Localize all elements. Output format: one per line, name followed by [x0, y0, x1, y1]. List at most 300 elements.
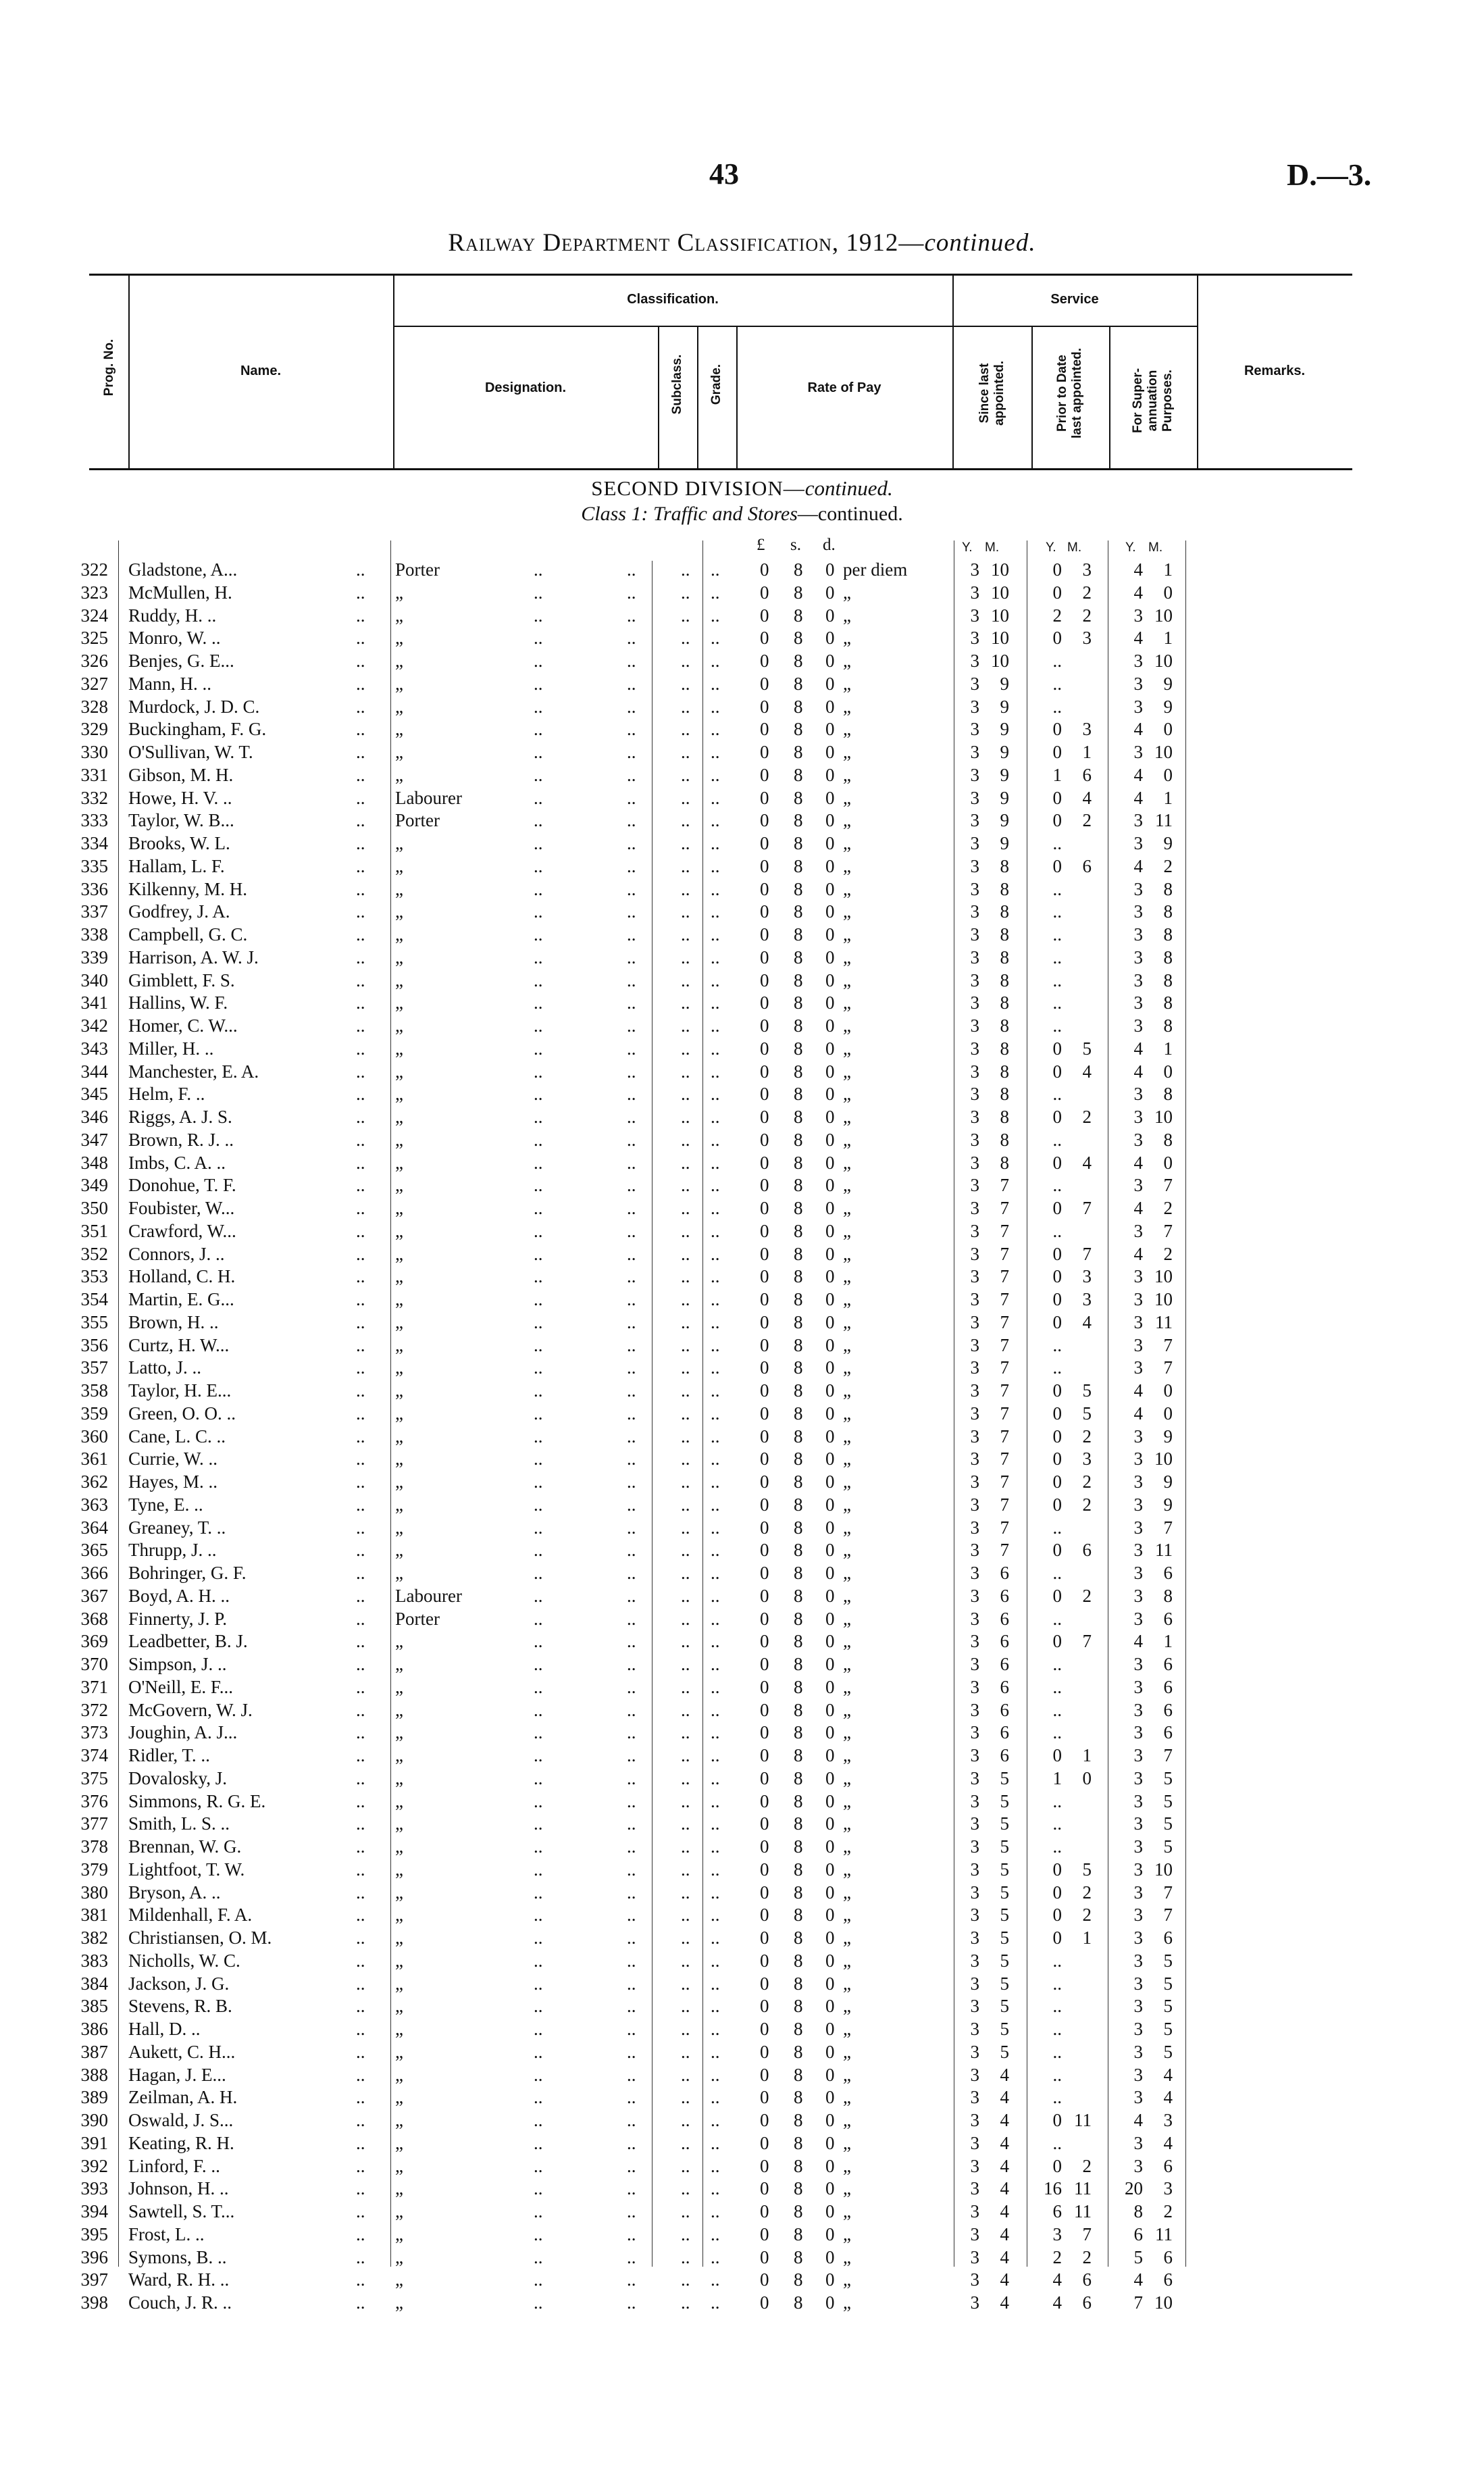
cell-filler: .. — [711, 2087, 720, 2108]
cell-per: „ — [843, 1494, 851, 1515]
cell-s1-1: 6 — [1000, 1631, 1009, 1652]
cell-no: 326 — [80, 651, 108, 671]
cell-s1-1: 7 — [1000, 1243, 1009, 1264]
cell-s2-0: .. — [1052, 2132, 1062, 2153]
cell-no: 393 — [80, 2178, 108, 2199]
table-row — [0, 1288, 1484, 1311]
cell-filler: .. — [711, 559, 720, 580]
cell-per: „ — [843, 2087, 851, 2108]
cell-filler: .. — [534, 1631, 543, 1652]
cell-no: 353 — [80, 1266, 108, 1287]
cell-filler: 0 — [825, 1859, 835, 1880]
cell-filler: .. — [356, 1175, 365, 1196]
cell-filler: 8 — [794, 1494, 803, 1515]
cell-filler: 0 — [825, 855, 835, 876]
table-row — [0, 1494, 1484, 1516]
cell-per: „ — [843, 878, 851, 899]
cell-s2-0: .. — [1052, 1722, 1062, 1743]
cell-name: Brooks, W. L. — [128, 833, 230, 853]
cell-des: „ — [395, 1973, 403, 1994]
cell-filler: .. — [711, 1699, 720, 1720]
cell-filler: 8 — [794, 2269, 803, 2290]
cell-filler: .. — [711, 833, 720, 853]
cell-filler: 0 — [760, 1175, 769, 1196]
header-for-super: For Super-annuation Purposes. — [1131, 368, 1175, 434]
cell-per: „ — [843, 1015, 851, 1036]
cell-s2-1: 5 — [1082, 1380, 1092, 1401]
cell-filler: 8 — [794, 1357, 803, 1378]
cell-s2-0: 1 — [1052, 1767, 1062, 1788]
cell-name: Hagan, J. E... — [128, 2064, 226, 2085]
cell-s3-0: 3 — [1133, 1471, 1143, 1492]
cell-filler: .. — [534, 2110, 543, 2130]
cell-name: Jackson, J. G. — [128, 1973, 230, 1994]
cell-s1-1: 6 — [1000, 1722, 1009, 1743]
cell-filler: 8 — [794, 1426, 803, 1446]
cell-filler: 8 — [794, 559, 803, 580]
cell-per: „ — [843, 1334, 851, 1355]
table-row — [0, 832, 1484, 855]
cell-des: „ — [395, 855, 403, 876]
cell-name: Gimblett, F. S. — [128, 970, 235, 990]
cell-s1-0: 3 — [970, 2201, 979, 2221]
cell-filler: 0 — [760, 1198, 769, 1218]
cell-s2-1: 2 — [1082, 1585, 1092, 1606]
cell-s3-1: 5 — [1163, 1836, 1173, 1857]
cell-filler: .. — [534, 719, 543, 740]
cell-s1-0: 3 — [970, 992, 979, 1013]
cell-s2-0: 0 — [1052, 1152, 1062, 1173]
cell-filler: 8 — [794, 787, 803, 808]
cell-filler: .. — [711, 628, 720, 649]
cell-s2-1: 2 — [1082, 582, 1092, 603]
cell-filler: .. — [681, 1836, 690, 1857]
cell-filler: .. — [681, 1015, 690, 1036]
cell-filler: .. — [534, 1836, 543, 1857]
cell-per: „ — [843, 1198, 851, 1218]
cell-filler: 0 — [825, 1152, 835, 1173]
cell-s3-1: 6 — [1163, 1676, 1173, 1697]
cell-filler: .. — [711, 1517, 720, 1538]
table-row — [0, 1197, 1484, 1219]
cell-filler: 0 — [825, 810, 835, 831]
cell-filler: .. — [356, 787, 365, 808]
cell-name: Howe, H. V. .. — [128, 787, 232, 808]
cell-s1-0: 3 — [970, 1449, 979, 1469]
cell-filler: 0 — [760, 696, 769, 717]
cell-filler: .. — [681, 2087, 690, 2108]
cell-s3-1: 9 — [1163, 696, 1173, 717]
cell-filler: .. — [534, 901, 543, 922]
cell-filler: .. — [681, 992, 690, 1013]
cell-filler: 0 — [760, 673, 769, 694]
cell-filler: 0 — [825, 1540, 835, 1561]
cell-des: „ — [395, 1859, 403, 1880]
cell-filler: 0 — [760, 1107, 769, 1127]
cell-filler: .. — [681, 1905, 690, 1926]
cell-filler: .. — [356, 1928, 365, 1948]
cell-des: „ — [395, 992, 403, 1013]
cell-filler: 0 — [760, 2110, 769, 2130]
cell-s2-1: 3 — [1082, 628, 1092, 649]
cell-des: „ — [395, 2223, 403, 2244]
cell-per: „ — [843, 787, 851, 808]
cell-s3-1: 6 — [1163, 1722, 1173, 1743]
cell-filler: .. — [534, 1175, 543, 1196]
cell-filler: .. — [534, 1061, 543, 1082]
cell-s3-1: 1 — [1163, 1038, 1173, 1059]
cell-filler: 0 — [760, 1996, 769, 2017]
cell-filler: .. — [711, 1152, 720, 1173]
cell-name: Harrison, A. W. J. — [128, 947, 259, 967]
cell-des: „ — [395, 1471, 403, 1492]
cell-s3-1: 7 — [1163, 1745, 1173, 1765]
cell-s3-1: 0 — [1163, 1380, 1173, 1401]
cell-filler: .. — [356, 1950, 365, 1971]
cell-filler: 0 — [760, 855, 769, 876]
cell-filler: .. — [356, 855, 365, 876]
cell-filler: .. — [356, 1905, 365, 1926]
cell-filler: .. — [681, 1220, 690, 1241]
cell-filler: 0 — [825, 1928, 835, 1948]
cell-filler: 0 — [825, 1654, 835, 1674]
cell-s3-1: 5 — [1163, 2019, 1173, 2039]
cell-des: „ — [395, 1061, 403, 1082]
table-row — [0, 1927, 1484, 1949]
cell-per: „ — [843, 1654, 851, 1674]
cell-filler: .. — [681, 2155, 690, 2176]
cell-s1-0: 3 — [970, 1767, 979, 1788]
header-grade: Grade. — [709, 363, 723, 405]
cell-filler: .. — [711, 2064, 720, 2085]
cell-no: 324 — [80, 605, 108, 626]
cell-per: „ — [843, 1950, 851, 1971]
cell-filler: .. — [534, 2064, 543, 2085]
cell-name: Ward, R. H. .. — [128, 2269, 230, 2290]
cell-s1-0: 3 — [970, 833, 979, 853]
cell-s1-1: 7 — [1000, 1357, 1009, 1378]
cell-s2-0: .. — [1052, 1996, 1062, 2017]
cell-per: „ — [843, 2246, 851, 2267]
cell-filler: 8 — [794, 1654, 803, 1674]
cell-s3-1: 7 — [1163, 1517, 1173, 1538]
cell-filler: .. — [356, 1517, 365, 1538]
cell-no: 332 — [80, 787, 108, 808]
cell-s2-0: 0 — [1052, 719, 1062, 740]
cell-filler: .. — [711, 1266, 720, 1287]
cell-s3-1: 4 — [1163, 2087, 1173, 2108]
header-subclass: Subclass. — [670, 354, 684, 415]
cell-name: Brown, H. .. — [128, 1311, 219, 1332]
cell-filler: 8 — [794, 1813, 803, 1834]
cell-s2-1: 5 — [1082, 1859, 1092, 1880]
cell-s3-1: 5 — [1163, 1767, 1173, 1788]
cell-filler: .. — [356, 651, 365, 671]
cell-s2-0: 0 — [1052, 1540, 1062, 1561]
cell-no: 362 — [80, 1471, 108, 1492]
cell-filler: .. — [356, 1654, 365, 1674]
cell-s2-0: 0 — [1052, 1471, 1062, 1492]
cell-filler: .. — [534, 1471, 543, 1492]
cell-filler: .. — [627, 1517, 636, 1538]
cell-filler: .. — [356, 901, 365, 922]
cell-filler: .. — [534, 2201, 543, 2221]
table-row — [0, 1129, 1484, 1151]
cell-filler: 0 — [825, 2155, 835, 2176]
cell-filler: .. — [711, 1928, 720, 1948]
cell-filler: 8 — [794, 651, 803, 671]
table-row — [0, 1813, 1484, 1835]
cell-name: Miller, H. .. — [128, 1038, 214, 1059]
cell-filler: 0 — [760, 2019, 769, 2039]
cell-filler: .. — [711, 1767, 720, 1788]
cell-name: Gibson, M. H. — [128, 764, 234, 785]
cell-filler: 0 — [825, 1471, 835, 1492]
cell-filler: .. — [681, 2019, 690, 2039]
cell-filler: .. — [711, 1380, 720, 1401]
cell-name: Aukett, C. H... — [128, 2041, 236, 2062]
cell-s1-0: 3 — [970, 1175, 979, 1196]
header-designation: Designation. — [484, 380, 566, 395]
cell-per: „ — [843, 2223, 851, 2244]
cell-filler: 0 — [825, 924, 835, 945]
cell-no: 346 — [80, 1107, 108, 1127]
cell-s1-1: 5 — [1000, 1813, 1009, 1834]
cell-des: Porter — [395, 559, 440, 580]
cell-s1-0: 3 — [970, 970, 979, 990]
cell-filler: 0 — [825, 764, 835, 785]
cell-s2-1: 2 — [1082, 1426, 1092, 1446]
cell-filler: .. — [711, 1175, 720, 1196]
cell-filler: 0 — [825, 1699, 835, 1720]
cell-per: „ — [843, 719, 851, 740]
cell-per: „ — [843, 1928, 851, 1948]
cell-filler: .. — [711, 1220, 720, 1241]
cell-no: 358 — [80, 1380, 108, 1401]
cell-filler: .. — [711, 1311, 720, 1332]
cell-filler: 0 — [825, 2110, 835, 2130]
cell-no: 397 — [80, 2269, 108, 2290]
cell-s3-0: 3 — [1133, 1266, 1143, 1287]
cell-filler: .. — [356, 1038, 365, 1059]
table-row — [0, 1038, 1484, 1060]
cell-filler: .. — [627, 1152, 636, 1173]
cell-filler: .. — [711, 1563, 720, 1583]
cell-filler: 0 — [760, 1654, 769, 1674]
cell-per: „ — [843, 2292, 851, 2313]
cell-s3-0: 20 — [1125, 2178, 1143, 2199]
cell-no: 355 — [80, 1311, 108, 1332]
cell-per: „ — [843, 1767, 851, 1788]
cell-s3-0: 3 — [1133, 2087, 1143, 2108]
cell-filler: 0 — [825, 1676, 835, 1697]
cell-filler: 8 — [794, 947, 803, 967]
cell-filler: .. — [534, 970, 543, 990]
cell-filler: .. — [681, 1790, 690, 1811]
cell-filler: .. — [681, 970, 690, 990]
cell-s3-0: 3 — [1133, 970, 1143, 990]
cell-filler: .. — [534, 2269, 543, 2290]
cell-filler: .. — [627, 696, 636, 717]
cell-des: „ — [395, 1084, 403, 1105]
cell-per: „ — [843, 1790, 851, 1811]
cell-s3-1: 3 — [1163, 2178, 1173, 2199]
cell-filler: .. — [711, 1836, 720, 1857]
cell-filler: .. — [534, 559, 543, 580]
cell-s3-0: 4 — [1133, 855, 1143, 876]
cell-s2-1: 3 — [1082, 1449, 1092, 1469]
cell-filler: 0 — [825, 2269, 835, 2290]
cell-filler: 0 — [760, 970, 769, 990]
cell-no: 341 — [80, 992, 108, 1013]
cell-filler: 0 — [825, 2041, 835, 2062]
cell-filler: .. — [627, 1038, 636, 1059]
cell-name: Greaney, T. .. — [128, 1517, 226, 1538]
cell-s3-0: 8 — [1133, 2201, 1143, 2221]
cell-filler: .. — [534, 2178, 543, 2199]
header-prior-to-date: Prior to Date last appointed. — [1055, 347, 1084, 439]
cell-s3-0: 4 — [1133, 1631, 1143, 1652]
cell-filler: 0 — [825, 787, 835, 808]
cell-filler: 8 — [794, 1973, 803, 1994]
cell-s2-1: 11 — [1074, 2201, 1092, 2221]
cell-name: Hayes, M. .. — [128, 1471, 218, 1492]
cell-filler: .. — [681, 2269, 690, 2290]
cell-filler: 0 — [760, 1905, 769, 1926]
cell-s1-1: 5 — [1000, 1836, 1009, 1857]
cell-name: Martin, E. G... — [128, 1289, 234, 1309]
cell-name: Bryson, A. .. — [128, 1882, 221, 1903]
cell-filler: .. — [534, 1905, 543, 1926]
cell-s1-1: 8 — [1000, 855, 1009, 876]
cell-filler: 0 — [825, 2223, 835, 2244]
cell-filler: 8 — [794, 2041, 803, 2062]
cell-filler: .. — [356, 970, 365, 990]
cell-s3-0: 3 — [1133, 1905, 1143, 1926]
cell-filler: 0 — [760, 901, 769, 922]
cell-no: 352 — [80, 1243, 108, 1264]
cell-s3-1: 11 — [1155, 1540, 1173, 1561]
cell-no: 354 — [80, 1289, 108, 1309]
cell-filler: .. — [627, 559, 636, 580]
cell-filler: .. — [711, 2201, 720, 2221]
cell-s1-0: 3 — [970, 651, 979, 671]
cell-name: Latto, J. .. — [128, 1357, 201, 1378]
cell-name: Holland, C. H. — [128, 1266, 236, 1287]
cell-no: 325 — [80, 628, 108, 649]
cell-s2-0: 0 — [1052, 1905, 1062, 1926]
unit-pence: d. — [823, 536, 836, 554]
cell-s1-0: 3 — [970, 1950, 979, 1971]
cell-filler: .. — [627, 970, 636, 990]
cell-filler: .. — [356, 2201, 365, 2221]
cell-filler: .. — [711, 901, 720, 922]
cell-filler: 0 — [825, 1585, 835, 1606]
cell-s1-1: 4 — [1000, 2201, 1009, 2221]
cell-no: 336 — [80, 878, 108, 899]
cell-filler: 0 — [825, 1243, 835, 1264]
cell-filler: .. — [356, 1996, 365, 2017]
cell-s1-1: 7 — [1000, 1220, 1009, 1241]
cell-filler: .. — [356, 1334, 365, 1355]
cell-filler: 0 — [825, 1563, 835, 1583]
cell-s1-0: 3 — [970, 1996, 979, 2017]
cell-filler: .. — [356, 2269, 365, 2290]
cell-filler: .. — [534, 1699, 543, 1720]
cell-filler: .. — [534, 1015, 543, 1036]
cell-s3-0: 3 — [1133, 1996, 1143, 2017]
cell-filler: .. — [681, 2178, 690, 2199]
cell-filler: 0 — [760, 1061, 769, 1082]
cell-filler: 0 — [760, 1563, 769, 1583]
cell-des: „ — [395, 2041, 403, 2062]
cell-s3-0: 3 — [1133, 901, 1143, 922]
header-name: Name. — [240, 363, 282, 378]
cell-filler: .. — [534, 924, 543, 945]
cell-s2-1: 11 — [1074, 2178, 1092, 2199]
cell-s2-0: .. — [1052, 947, 1062, 967]
cell-name: Sawtell, S. T... — [128, 2201, 235, 2221]
cell-filler: .. — [711, 1494, 720, 1515]
cell-s2-0: 2 — [1052, 605, 1062, 626]
cell-filler: .. — [711, 947, 720, 967]
cell-s2-1: 4 — [1082, 1152, 1092, 1173]
cell-des: Porter — [395, 1608, 440, 1629]
cell-filler: .. — [711, 1859, 720, 1880]
cell-s3-0: 3 — [1133, 2019, 1143, 2039]
cell-des: „ — [395, 2246, 403, 2267]
cell-per: „ — [843, 1722, 851, 1743]
cell-filler: .. — [681, 742, 690, 762]
cell-name: Mann, H. .. — [128, 673, 211, 694]
cell-per: „ — [843, 1061, 851, 1082]
cell-s3-1: 11 — [1155, 1311, 1173, 1332]
cell-filler: .. — [711, 1449, 720, 1469]
table-row — [0, 2246, 1484, 2269]
cell-s1-0: 3 — [970, 1266, 979, 1287]
cell-per: „ — [843, 1813, 851, 1834]
cell-s3-0: 3 — [1133, 1220, 1143, 1241]
cell-s1-1: 9 — [1000, 673, 1009, 694]
cell-per: „ — [843, 855, 851, 876]
cell-name: Cane, L. C. .. — [128, 1426, 226, 1446]
page-title — [0, 228, 1484, 257]
cell-filler: .. — [627, 1676, 636, 1697]
cell-filler: .. — [627, 2201, 636, 2221]
table-row — [0, 1083, 1484, 1105]
cell-des: „ — [395, 924, 403, 945]
cell-filler: 8 — [794, 1107, 803, 1127]
cell-filler: 8 — [794, 2087, 803, 2108]
cell-s2-0: .. — [1052, 1517, 1062, 1538]
cell-s1-1: 6 — [1000, 1563, 1009, 1583]
cell-filler: 0 — [760, 2269, 769, 2290]
cell-des: „ — [395, 2201, 403, 2221]
cell-s2-0: .. — [1052, 1676, 1062, 1697]
cell-s1-0: 3 — [970, 2292, 979, 2313]
cell-filler: 0 — [825, 1882, 835, 1903]
cell-filler: .. — [711, 924, 720, 945]
cell-filler: .. — [534, 855, 543, 876]
cell-filler: .. — [534, 1357, 543, 1378]
cell-s1-0: 3 — [970, 855, 979, 876]
cell-filler: 0 — [825, 1357, 835, 1378]
cell-s2-1: 3 — [1082, 559, 1092, 580]
cell-s2-0: .. — [1052, 878, 1062, 899]
table-row — [0, 2018, 1484, 2040]
cell-per: „ — [843, 651, 851, 671]
cell-no: 374 — [80, 1745, 108, 1765]
